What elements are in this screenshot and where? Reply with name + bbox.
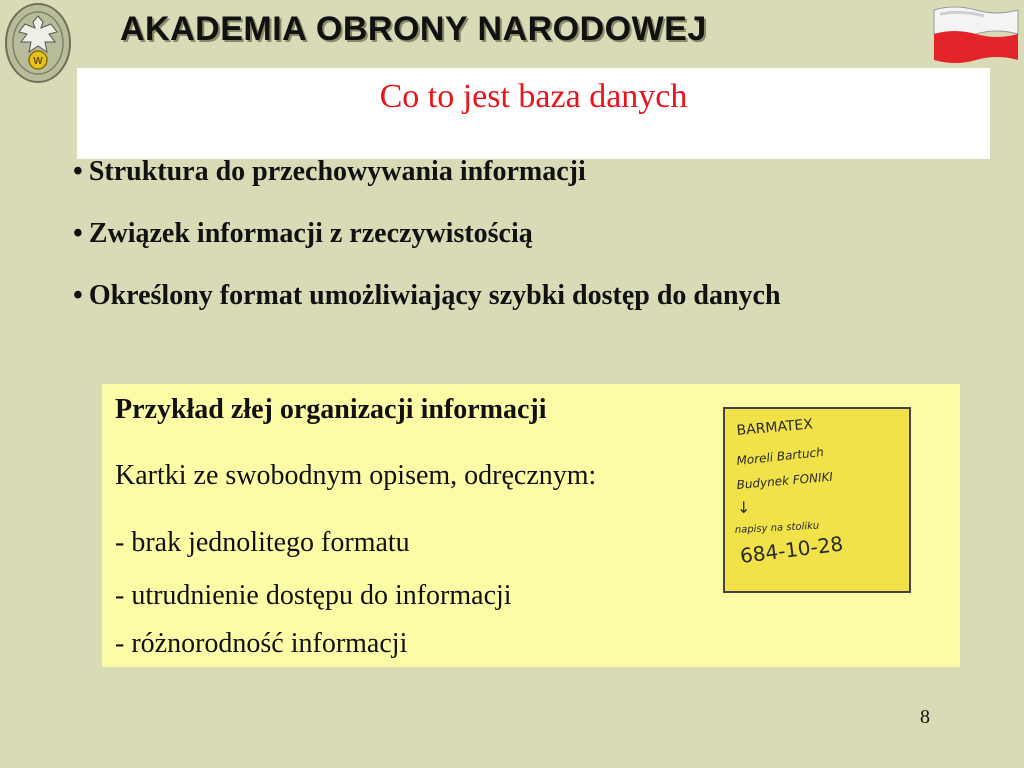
card-line-5: napisy na stoliku [734, 520, 820, 536]
title-box [77, 68, 990, 159]
academy-logo [4, 2, 72, 84]
example-box [102, 384, 960, 667]
page-number: 8 [920, 706, 930, 728]
example-line: Kartki ze swobodnym opisem, odręcznym: [115, 460, 597, 491]
example-line: - brak jednolitego formatu [115, 527, 410, 558]
handwritten-card [723, 407, 911, 593]
bullet-list [73, 152, 993, 338]
academy-eagle-emblem-icon [4, 2, 72, 84]
polish-flag-icon [932, 4, 1020, 66]
svg-text:W: W [33, 56, 43, 67]
bullet-item [73, 152, 993, 214]
bullet-text: Związek informacji z rzeczywistością [88, 218, 533, 249]
card-line-3: Budynek FONIKI [736, 469, 834, 492]
polish-flag [932, 4, 1020, 66]
bullet-text: Struktura do przechowywania informacji [88, 156, 586, 187]
bullet-text: Określony format umożliwiający szybki dostęp do danych [88, 280, 781, 311]
bullet-item [73, 276, 993, 338]
bullet-dot: • [73, 218, 83, 249]
header-title: AKADEMIA OBRONY NARODOWEJ [120, 10, 707, 48]
card-line-1: BARMATEX [735, 416, 814, 439]
card-arrow: ↓ [737, 498, 751, 517]
example-line: - utrudnienie dostępu do informacji [115, 580, 512, 611]
card-phone: 684-10-28 [738, 531, 845, 568]
card-line-2: Moreli Bartuch [735, 444, 825, 468]
slide-title: Co to jest baza danych [379, 78, 688, 115]
example-line: - różnorodność informacji [115, 628, 408, 659]
bullet-item [73, 214, 993, 276]
example-heading: Przykład złej organizacji informacji [115, 394, 547, 425]
handwritten-card-image [723, 407, 911, 593]
bullet-dot: • [73, 280, 83, 311]
bullet-dot: • [73, 156, 83, 187]
